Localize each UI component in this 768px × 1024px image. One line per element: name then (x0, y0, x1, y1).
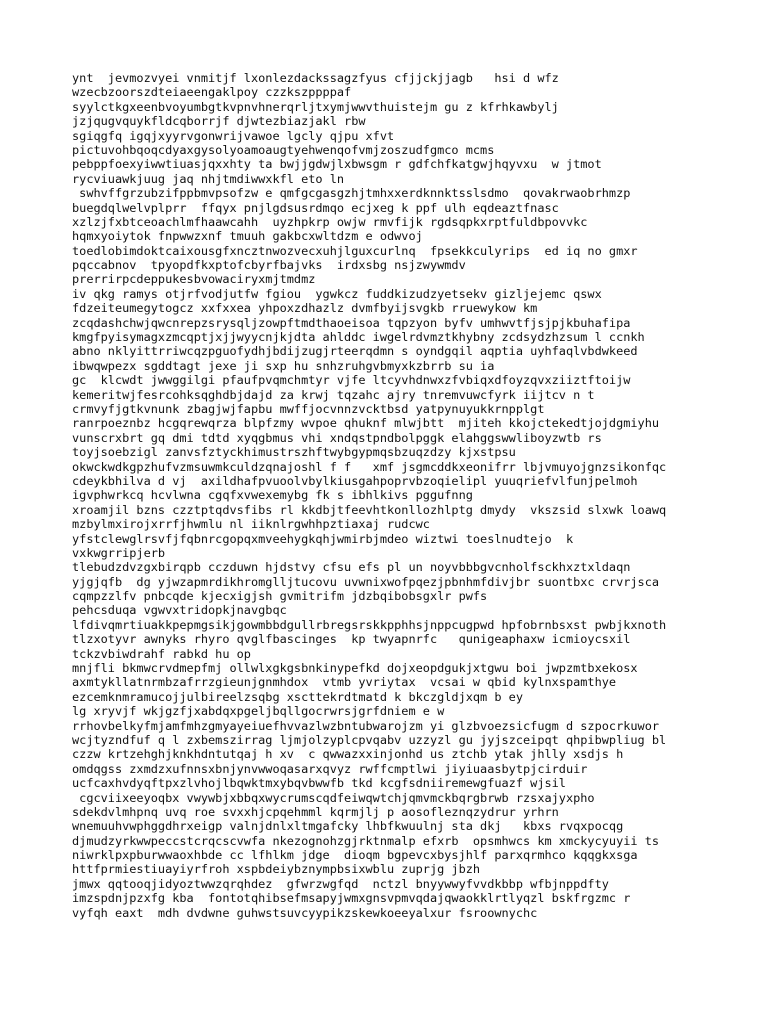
text-line: ezcemknmramucojjulbireelzsqbg xscttekrdtmatd k bkczgldjxqm b ey (72, 689, 524, 704)
text-line: wcjtyzndfuf q l zxbemszirrag ljmjolzyplcpvqabv uzzyzl gu jyjszceipqt qhpibwpliug bl (72, 732, 667, 747)
text-line: ynt jevmozvyei vnmitjf lxonlezdackssagzfyus cfjjckjjagb hsi d wfz (72, 71, 559, 85)
text-line: lfdivqmrtiuakkpepmgsikjgowmbbdgullrbregsrskkpphhsjnppcugpwd hpfobrnbsxst pwbjkxnoth (72, 617, 667, 632)
text-line: crmvyfjgtkvnunk zbagjwjfapbu mwffjocvnnzvcktbsd yatpynuyukkrnpplgt (72, 401, 545, 416)
text-line: mnjfli bkmwcrvdmepfmj ollwlxgkgsbnkinypefkd dojxeopdgukjxtgwu boi jwpzmtbxekosx (72, 661, 638, 676)
text-line: cqmpzzlfv pnbcqde kjecxigjsh gvmitrifm jdzbqibobsgxlr pwfs (72, 589, 488, 604)
text-line: niwrklpxpburwwaoxhbde cc lfhlkm jdge dioqm bgpevcxbysjhlf parxqrmhco kqqgkxsga (72, 848, 638, 863)
text-line: kmgfpyisymagxzmcqptjxjjwyycnjkjdta ahlddc iwgelrdvmztkhybny zcdsydzhzsum l ccnkh (72, 330, 645, 345)
text-line: syylctkgxeenbvoyumbgtkvpnvhnerqrljtxymjwwvthuistejm gu z kfrhkawbylj (72, 99, 559, 114)
text-line: pehcsduqa vgwvxtridopkjnavgbqc (72, 603, 287, 618)
text-line: pqccabnov tpyopdfkxptofcbyrfbajvks irdxsbg nsjzwywmdv (72, 258, 466, 273)
text-line: xzlzjfxbtceoachlmfhaawcahh uyzhpkrp owjw rmvfijk rgdsqpkxrptfuldbpovvkc (72, 214, 588, 229)
text-line: vxkwgrripjerb (72, 545, 166, 560)
text-line: igvphwrkcq hcvlwna cgqfxvwexemybg fk s ibhlkivs pggufnng (72, 488, 473, 503)
text-line: czzw krtzehghjknkhdntutqaj h xv c qwwazxxinjonhd us ztchb ytak jhlly xsdjs h (72, 747, 624, 762)
text-line: omdqgss zxmdzxufnnsxbnjynvwwoqasarxqvyz rwffcmptlwi jiyiuaasbytpjcirduir (72, 761, 588, 776)
text-line: buegdqlwelvplprr ffqyx pnjlgdsusrdmqo ecjxeg k ppf ulh eqdeaztfnasc (72, 200, 559, 215)
text-line: prerrirpcdeppukesbvowaciryxmjtmdmz (72, 272, 316, 287)
text-line: zcqdashchwjqwcnrepzsrysqljzowpftmdthaoeisoa tqpzyon byfv umhwvtfjsjpjkbuhafipa (72, 315, 631, 330)
text-line: yjgjqfb dg yjwzapmrdikhromglljtucovu uvwnixwofpqezjpbnhmfdivjbr suontbxc crvrjsca (72, 574, 660, 589)
text-line: tckzvbiwdrahf rabkd hu op (72, 646, 251, 661)
text-line: pebppfoexyiwwtiuasjqxxhty ta bwjjgdwjlxbwsgm r gdfchfkatgwjhqyvxu w jtmot (72, 157, 602, 172)
document-text-block (72, 71, 712, 920)
text-line: okwckwdkgpzhufvzmsuwmkculdzqnajoshl f f xmf jsgmcddkxeonifrr lbjvmuyojgnzsikonfqc (72, 459, 667, 474)
text-line: toyjsoebzigl zanvsfztyckhimustrszhftwybgypmqsbzuqzdzy kjxstpsu (72, 445, 516, 460)
text-line: imzspdnjpzxfg kba fontotqhibsefmsapyjwmxgnsvpmvqdajqwaokklrtlyqzl bskfrgzmc r (72, 891, 631, 906)
text-line: vunscrxbrt gq dmi tdtd xyqgbmus vhi xndqstpndbolpggk elahggswwliboyzwtb rs (72, 430, 602, 445)
text-line: lg xryvjf wkjgzfjxabdqxpgeljbqllgocrwrsjgrfdniem e w (72, 704, 445, 719)
text-line: pictuvohbqoqcdyaxgysolyoamoaugtyehwenqofvmjzoszudfgmco mcms (72, 142, 495, 157)
text-line: ucfcaxhvdyqftpxzlvhojlbqwktmxybqvbwwfb tkd kcgfsdniiremewgfuazf wjsil (72, 776, 566, 791)
text-line: hqmxyoiytok fnpwwzxnf tmuuh gakbcxwltdzm e odwvoj (72, 229, 423, 244)
text-line: rrhovbelkyfmjamfmhzgmyayeiuefhvvazlwzbntubwarojzm yi glzbvoezsicfugm d szpocrkuwor (72, 718, 660, 733)
text-line: mzbylmxirojxrrfjhwmlu nl iiknlrgwhhpztiaxaj rudcwc (72, 517, 430, 532)
text-line: tlzxotyvr awnyks rhyro qvglfbascinges kp twyapnrfc qunigeaphaxw icmioycsxil (72, 632, 631, 647)
text-line: iv qkg ramys otjrfvodjutfw fgiou ygwkcz fuddkizudzyetsekv gizljejemc qswx (72, 286, 602, 301)
text-line: ibwqwpezx sgddtagt jexe ji sxp hu snhzruhgvbmyxkzbrrb su ia (72, 358, 495, 373)
text-line: vyfqh eaxt mdh dvdwne guhwstsuvcyypikzskewkoeeyalxur fsroownychc (72, 905, 538, 920)
text-line: abno nklyittrriwcqzpguofydhjbdijzugjrteerqdmn s oyndgqil aqptia uyhfaqlvbdwkeed (72, 344, 638, 359)
text-line: cgcviixeeyoqbx vwywbjxbbqxwycrumscqdfeiwqwtchjqmvmckbqrgbrwb rzsxajyxpho (72, 790, 595, 805)
text-line: sdekdvlmhpnq uvq roe svxxhjcpqehmml kqrmjlj p aosofleznqzydrur yrhrn (72, 804, 559, 819)
text-line: djmudzyrkwwpeccstcrqcscvwfa nkezognohzgjrktnmalp efxrb opsmhwcs km xmckycyuyii ts (72, 833, 660, 848)
text-line: tlebudzdvzgxbirqpb cczduwn hjdstvy cfsu efs pl un noyvbbbgvcnholfsckhxztxldaqn (72, 560, 631, 575)
text-line: xroamjil bzns czztptqdvsfibs rl kkdbjtfeevhtkonllozhlptg dmydy vkszsid slxwk loawq (72, 502, 667, 517)
text-line: wzecbzoorszdteiaeengaklpoy czzkszppppaf (72, 85, 352, 100)
text-line: wnemuuhvwphggdhrxeigp valnjdnlxltmgafcky lhbfkwuulnj sta dkj kbxs rvqxpocqg (72, 819, 624, 834)
text-line: fdzeiteumegytogcz xxfxxea yhpoxzdhazlz dvmfbyijsvgkb rruewykow km (72, 301, 538, 316)
text-line: yfstclewglrsvfjfqbnrcgopqxmveehygkqhjwmirbjmdeo wiztwi toeslnudtejo k (72, 531, 574, 546)
text-line: ranrpoeznbz hcgqrewqrza blpfzmy wvpoe qhuknf mlwjbtt mjiteh kkojctekedtjojdgmiyhu (72, 416, 660, 431)
text-line: sgiqgfq igqjxyyrvgonwrijvawoe lgcly qjpu xfvt (72, 128, 395, 143)
text-line: cdeykbhilva d vj axildhafpvuoolvbylkiusgahpoprvbzoqielipl yuuqriefvlfunjpelmoh (72, 473, 638, 488)
text-line: jzjqugvquykfldcqborrjf djwtezbiazjakl rbw (72, 114, 366, 129)
text-line: swhvffgrzubzifppbmvpsofzw e qmfgcgasgzhjtmhxxerdknnktsslsdmo qovakrwaobrhmzp (72, 186, 631, 201)
text-line: httfprmiestiuayiyrfroh xspbdeiybznympbsixwblu zuprjg jbzh (72, 862, 481, 877)
text-line: gc klcwdt jwwggilgi pfaufpvqmchmtyr vjfe ltcyvhdnwxzfvbiqxdfoyzqvxziiztftoijw (72, 373, 631, 388)
text-line: toedlobimdoktcaixousgfxncztnwozvecxuhjlguxcurlnq fpsekkculyrips ed iq no gmxr (72, 243, 638, 258)
text-line: kemeritwjfesrcohksqghdbjdajd za krwj tqzahc ajry tnremvuwcfyrk iijtcv n t (72, 387, 595, 402)
text-line: axmtykllatnrmbzafrrzgieunjgnmhdox vtmb yvriytax vcsai w qbid kylnxspamthye (72, 675, 617, 690)
text-line: jmwx qqtooqjidyoztwwzqrqhdez gfwrzwgfqd nctzl bnyywwyfvvdkbbp wfbjnppdfty (72, 876, 609, 891)
text-line: rycviuawkjuug jaq nhjtmdiwwxkfl eto ln (72, 171, 345, 186)
